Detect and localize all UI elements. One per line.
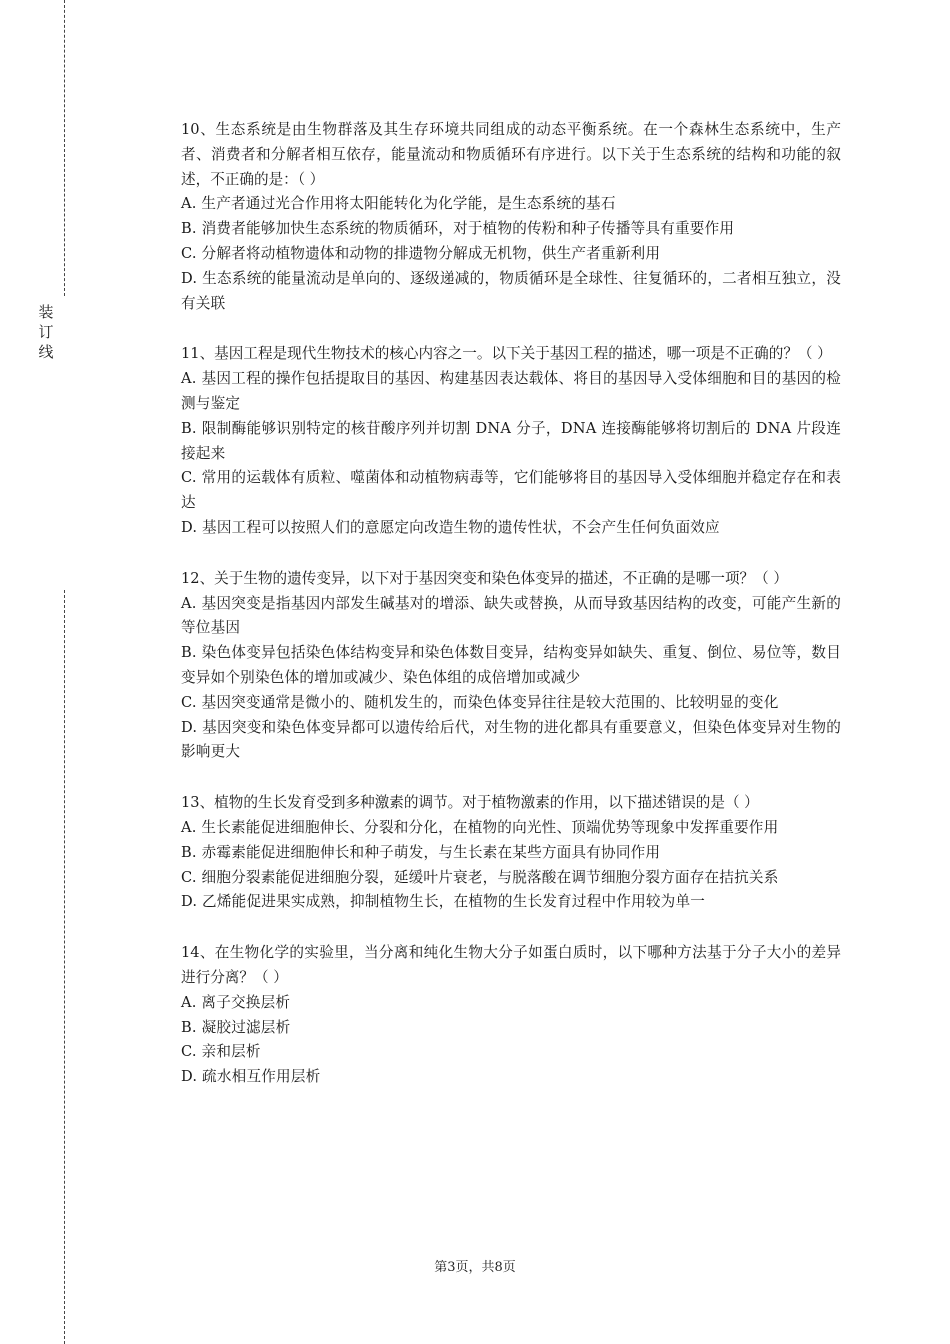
question-10 <box>181 118 841 316</box>
question-14 <box>181 941 841 1090</box>
option-a: A. 生长素能促进细胞伸长、分裂和分化，在植物的向光性、顶端优势等现象中发挥重要作用 <box>181 818 779 836</box>
question-stem: 10、生态系统是由生物群落及其生存环境共同组成的动态平衡系统。在一个森林生态系统中，生产者、消费者和分解者相互依存，能量流动和物质循环有序进行。以下关于生态系统的结构和功能的叙述，不正确的是：（ ） <box>181 121 841 188</box>
option-c: C. 分解者将动植物遗体和动物的排遗物分解成无机物，供生产者重新利用 <box>181 244 661 262</box>
question-13 <box>181 791 841 915</box>
question-stem: 13、植物的生长发育受到多种激素的调节。对于植物激素的作用，以下描述错误的是（ ） <box>181 794 759 812</box>
option-d: D. 疏水相互作用层析 <box>181 1068 321 1086</box>
option-d: D. 乙烯能促进果实成熟，抑制植物生长，在植物的生长发育过程中作用较为单一 <box>181 893 706 911</box>
binding-char: 装 <box>38 303 54 321</box>
binding-line-top <box>64 0 65 296</box>
option-c: C. 常用的运载体有质粒、噬菌体和动植物病毒等，它们能够将目的基因导入受体细胞并稳定存在和表达 <box>181 469 841 512</box>
question-stem: 14、在生物化学的实验里，当分离和纯化生物大分子如蛋白质时，以下哪种方法基于分子大小的差异进行分离？（ ） <box>181 944 841 986</box>
option-b: B. 染色体变异包括染色体结构变异和染色体数目变异，结构变异如缺失、重复、倒位、易位等，数目变异如个别染色体的增加或减少、染色体组的成倍增加或减少 <box>181 644 841 686</box>
binding-label <box>38 302 54 362</box>
option-c: C. 基因突变通常是微小的、随机发生的，而染色体变异往往是较大范围的、比较明显的变化 <box>181 693 779 711</box>
question-11 <box>181 342 841 540</box>
option-b: B. 凝胶过滤层析 <box>181 1018 291 1036</box>
question-stem: 12、关于生物的遗传变异，以下对于基因突变和染色体变异的描述，不正确的是哪一项？（ ） <box>181 569 788 587</box>
binding-char: 订 <box>38 323 54 341</box>
option-d: D. 基因工程可以按照人们的意愿定向改造生物的遗传性状，不会产生任何负面效应 <box>181 518 720 536</box>
option-a: A. 基因工程的操作包括提取目的基因、构建基因表达载体、将目的基因导入受体细胞和目的基因的检测与鉴定 <box>181 370 841 412</box>
option-a: A. 离子交换层析 <box>181 993 291 1011</box>
option-a: A. 基因突变是指基因内部发生碱基对的增添、缺失或替换，从而导致基因结构的改变，可能产生新的等位基因 <box>181 594 841 637</box>
option-d: D. 生态系统的能量流动是单向的、逐级递减的，物质循环是全球性、往复循环的，二者相互独立，没有关联 <box>181 269 841 312</box>
option-b: B. 限制酶能够识别特定的核苷酸序列并切割 DNA 分子，DNA 连接酶能够将切割后的 DNA 片段连接起来 <box>181 419 841 462</box>
question-stem: 11、基因工程是现代生物技术的核心内容之一。以下关于基因工程的描述，哪一项是不正确的？（ ） <box>181 345 832 363</box>
option-b: B. 赤霉素能促进细胞伸长和种子萌发，与生长素在某些方面具有协同作用 <box>181 843 661 861</box>
option-c: C. 亲和层析 <box>181 1043 261 1061</box>
option-c: C. 细胞分裂素能促进细胞分裂，延缓叶片衰老，与脱落酸在调节细胞分裂方面存在拮抗关系 <box>181 868 779 886</box>
option-d: D. 基因突变和染色体变异都可以遗传给后代，对生物的进化都具有重要意义，但染色体变异对生物的影响更大 <box>181 718 841 761</box>
option-a: A. 生产者通过光合作用将太阳能转化为化学能，是生态系统的基石 <box>181 195 616 213</box>
question-12 <box>181 567 841 765</box>
question-list <box>181 118 841 1116</box>
page-number: 第3页，共8页 <box>434 1260 516 1275</box>
binding-line-bottom <box>64 590 65 1344</box>
binding-char: 线 <box>38 343 54 361</box>
option-b: B. 消费者能够加快生态系统的物质循环，对于植物的传粉和种子传播等具有重要作用 <box>181 220 735 238</box>
